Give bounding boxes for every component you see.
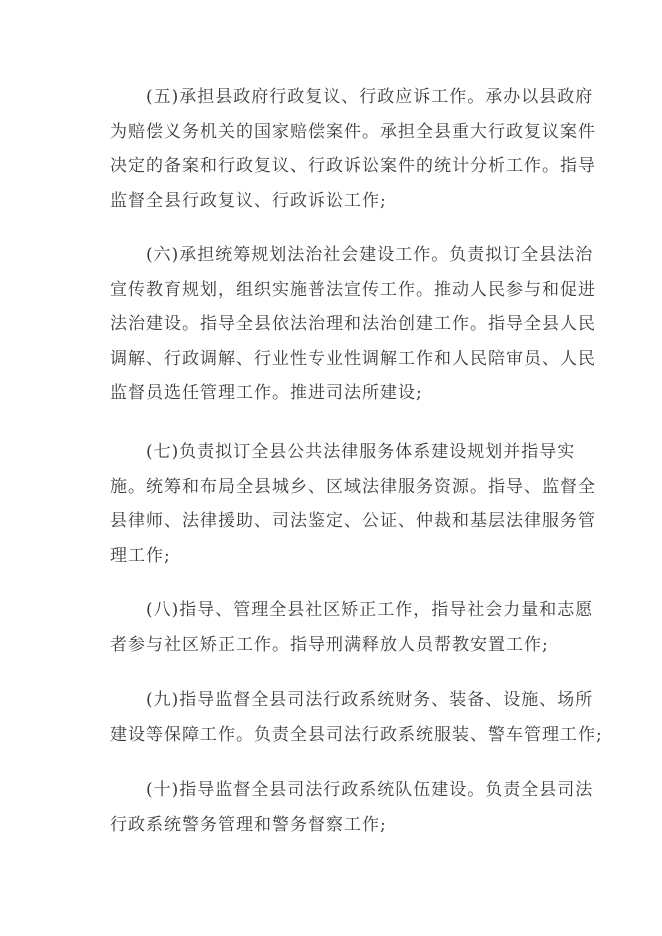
text-line: (六)承担统筹规划法治社会建设工作。负责拟订全县法治	[146, 245, 594, 265]
text-line: (五)承担县政府行政复议、行政应诉工作。承办以县政府	[146, 87, 594, 107]
paragraph-5	[110, 80, 596, 218]
text-line: 调解、行政调解、行业性专业性调解工作和人民陪审员、人民	[110, 348, 596, 369]
text-line: 监督全县行政复议、行政诉讼工作;	[110, 190, 387, 211]
paragraph-6	[110, 238, 596, 411]
text-line: (十)指导监督全县司法行政系统队伍建设。负责全县司法	[146, 780, 594, 800]
text-line: 监督员选任管理工作。推进司法所建设;	[110, 383, 423, 404]
paragraph-7	[110, 435, 596, 573]
text-line: (九)指导监督全县司法行政系统财务、装备、设施、场所	[146, 690, 594, 710]
text-line: 施。统筹和布局全县城乡、区域法律服务资源。指导、监督全	[110, 476, 596, 497]
text-line: (七)负责拟订全县公共法律服务体系建设规划并指导实	[146, 442, 576, 462]
text-line: 法治建设。指导全县依法治理和法治创建工作。指导全县人民	[110, 314, 596, 335]
text-line: 宣传教育规划，组织实施普法宣传工作。推动人民参与和促进	[110, 279, 596, 300]
text-line: 者参与社区矫正工作。指导刑满释放人员帮教安置工作;	[110, 634, 549, 655]
text-line: 理工作;	[110, 545, 171, 566]
text-line: 为赔偿义务机关的国家赔偿案件。承担全县重大行政复议案件	[110, 121, 596, 142]
text-line: (八)指导、管理全县社区矫正工作，指导社会力量和志愿	[146, 600, 594, 620]
text-line: 决定的备案和行政复议、行政诉讼案件的统计分析工作。指导	[110, 156, 596, 177]
paragraph-10	[110, 773, 594, 842]
paragraph-9	[110, 683, 603, 752]
text-line: 县律师、法律援助、司法鉴定、公证、仲裁和基层法律服务管	[110, 511, 596, 532]
text-line: 建设等保障工作。负责全县司法行政系统服装、警车管理工作;	[110, 724, 603, 745]
paragraph-8	[110, 593, 594, 662]
text-line: 行政系统警务管理和警务督察工作;	[110, 814, 387, 835]
